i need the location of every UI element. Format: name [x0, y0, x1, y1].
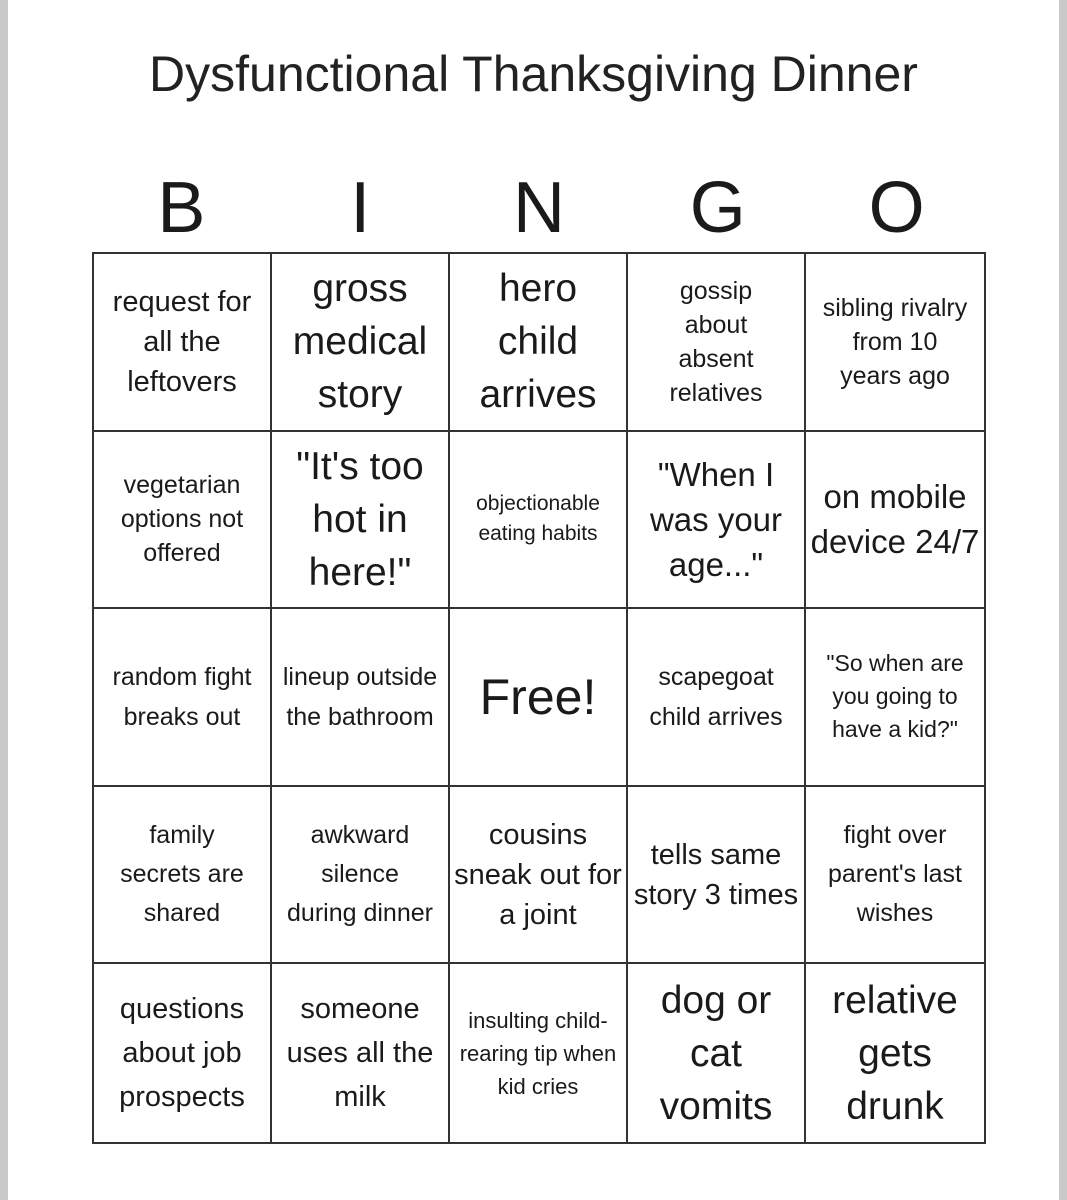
left-edge-border	[0, 0, 8, 1200]
bingo-cell-3: hero child arrives	[450, 254, 628, 432]
bingo-letter-b: B	[157, 168, 206, 248]
bingo-cell-22: someone uses all the milk	[272, 964, 450, 1142]
bingo-cell-15: "So when are you going to have a kid?"	[806, 609, 984, 787]
bingo-letter-n: N	[512, 168, 565, 248]
bingo-header	[92, 168, 986, 248]
bingo-letter-g: G	[689, 168, 746, 248]
bingo-grid	[92, 252, 986, 1144]
bingo-cell-9: "When I was your age..."	[628, 432, 806, 610]
bingo-cell-1: request for all the leftovers	[94, 254, 272, 432]
right-edge-border	[1059, 0, 1067, 1200]
bingo-cell-10: on mobile device 24/7	[806, 432, 984, 610]
bingo-cell-5: sibling rivalry from 10 years ago	[806, 254, 984, 432]
bingo-cell-free: Free!	[450, 609, 628, 787]
bingo-cell-23: insulting child-rearing tip when kid cries	[450, 964, 628, 1142]
bingo-cell-16: family secrets are shared	[94, 787, 272, 965]
bingo-cell-19: tells same story 3 times	[628, 787, 806, 965]
bingo-cell-4: gossip about absent relatives	[628, 254, 806, 432]
bingo-cell-7: "It's too hot in here!"	[272, 432, 450, 610]
bingo-cell-8: objectionable eating habits	[450, 432, 628, 610]
bingo-cell-6: vegetarian options not offered	[94, 432, 272, 610]
bingo-cell-24: dog or cat vomits	[628, 964, 806, 1142]
card-title: Dysfunctional Thanksgiving Dinner	[149, 46, 918, 102]
bingo-letter-o: O	[868, 168, 925, 248]
bingo-cell-25: relative gets drunk	[832, 978, 958, 1128]
bingo-cell-11: random fight breaks out	[94, 609, 272, 787]
bingo-cell-17: awkward silence during dinner	[272, 787, 450, 965]
bingo-cell-14: scapegoat child arrives	[628, 609, 806, 787]
bingo-cell-2: gross medical story	[272, 254, 450, 432]
bingo-letter-i: I	[350, 168, 371, 248]
bingo-cell-21: questions about job prospects	[94, 964, 272, 1142]
bingo-cell-18: cousins sneak out for a joint	[450, 787, 628, 965]
bingo-cell-20: fight over parent's last wishes	[806, 787, 984, 965]
bingo-cell-12: lineup outside the bathroom	[272, 609, 450, 787]
